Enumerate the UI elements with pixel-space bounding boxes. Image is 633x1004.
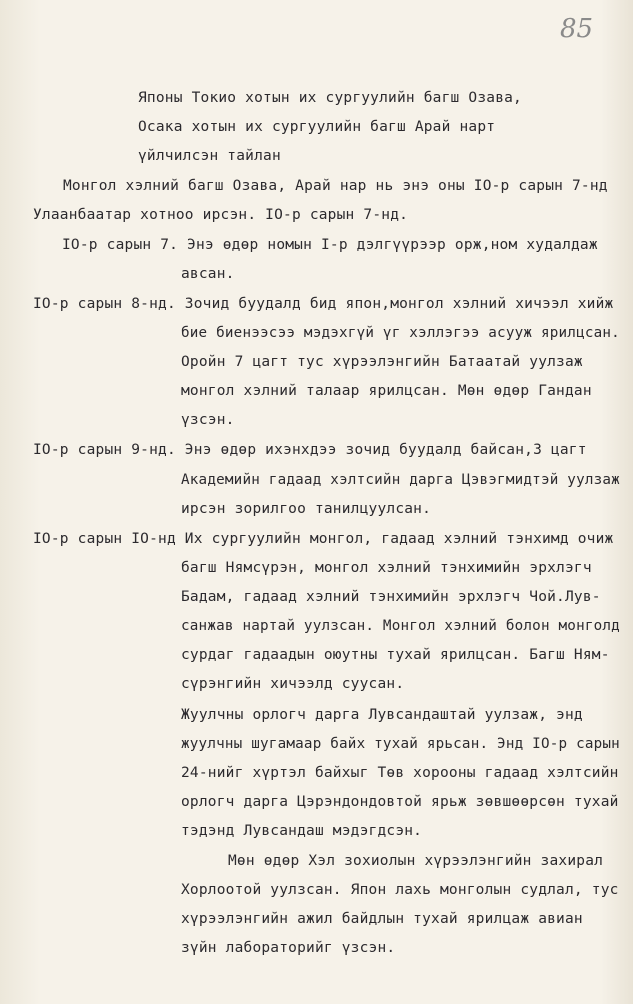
entry-line: Академийн гадаад хэлтсийн дарга Цэвэгмидтэй уулзаж [181,472,620,488]
entry-line: сурдаг гадаадын оюутны тухай ярилцсан. Багш Ням- [181,647,610,663]
page-number-text: 85 [560,14,594,44]
entry-line: IO-р сарын 9-нд. Энэ өдөр ихэнхдээ зочид буудалд байсан,3 цагт [33,442,587,458]
intro-line-2: Улаанбаатар хотноо ирсэн. IO-р сарын 7-нд. [33,207,409,223]
intro-line-1: Монгол хэлний багш Озава, Арай нар нь энэ оны IO-р сарын 7-нд [63,178,608,194]
entry-line: IO-р сарын 7. Энэ өдөр номын I-р дэлгүүрээр орж,ном худалдаж [62,237,598,253]
entry-line: тэдэнд Лувсандаш мэдэгдсэн. [181,823,423,839]
entry-line: Мөн өдөр Хэл зохиолын хүрээлэнгийн захирал [228,853,604,869]
entry-line: жуулчны шугамаар байх тухай ярьсан. Энд IO-р сарын [181,736,620,752]
title-line-3: үйлчилсэн тайлан [138,148,281,164]
entry-line: сүрэнгийн хичээлд суусан. [181,676,405,692]
entry-line: Хорлоотой уулзсан. Япон лахь монголын судлал, тус [181,882,619,898]
entry-line: хүрээлэнгийн ажил байдлын тухай ярилцаж авиан [181,911,583,927]
entry-line: багш Нямсүрэн, монгол хэлний тэнхимийн эрхлэгч [181,560,592,576]
entry-line: 24-нийг хүртэл байхыг Төв хорооны гадаад хэлтсийн [181,765,619,781]
entry-line: үзсэн. [181,412,235,428]
entry-line: зүйн лабораторийг үзсэн. [181,940,396,956]
entry-line: IO-р сарын 8-нд. Зочид буудалд бид япон,монгол хэлний хичээл хийж [33,296,614,312]
title-line-1: Японы Токио хотын их сургуулийн багш Озава, [138,90,522,106]
entry-line: Бадам, гадаад хэлний тэнхимийн эрхлэгч Чой.Лув- [181,589,601,605]
entry-line: ирсэн зорилгоо танилцуулсан. [181,501,432,517]
entry-line: IO-р сарын IO-нд Их сургуулийн монгол, гадаад хэлний тэнхимд очиж [33,531,614,547]
title-line-2: Осака хотын их сургуулийн багш Арай нарт [138,119,496,135]
page-number [560,14,608,54]
entry-line: бие биенээсээ мэдэхгүй үг хэллэгээ асууж ярилцсан. [181,325,620,341]
entry-line: Жуулчны орлогч дарга Лувсандаштай уулзаж, энд [181,707,583,723]
entry-line: санжав нартай уулзсан. Монгол хэлний болон монголд [181,618,620,634]
entry-line: монгол хэлний талаар ярилцсан. Мөн өдөр Гандан [181,383,592,399]
entry-line: Оройн 7 цагт тус хүрээлэнгийн Батаатай уулзаж [181,354,583,370]
entry-line: авсан. [181,266,235,282]
entry-line: орлогч дарга Цэрэндондовтой ярьж зөвшөөрсөн тухай [181,794,619,810]
